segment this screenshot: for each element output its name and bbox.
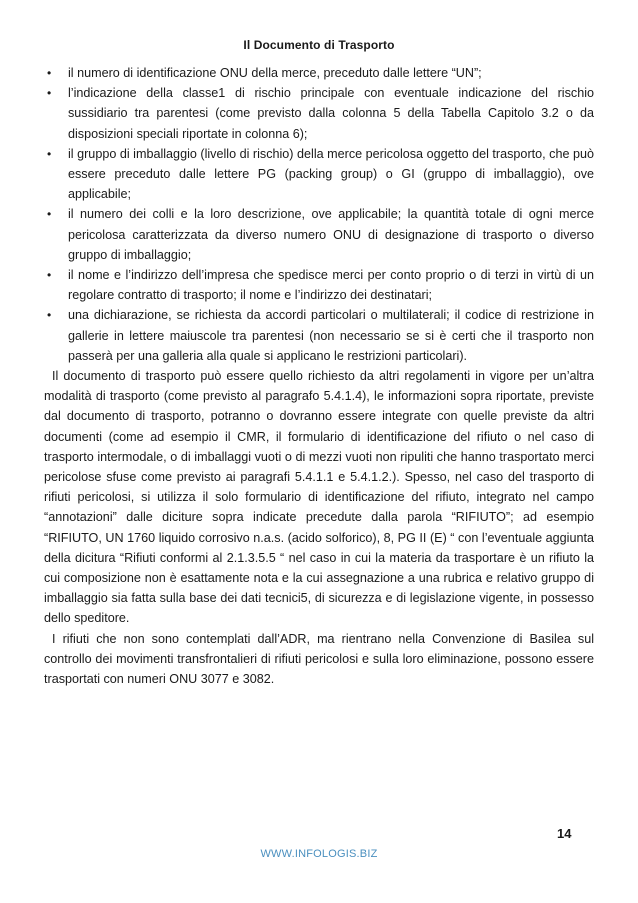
bullet-icon: • [47,66,52,80]
bullet-icon: • [47,86,52,101]
paragraph-basel-convention: I rifiuti che non sono contemplati dall’ADR, ma rientrano nella Convenzione di Basilea sul controllo dei movimenti transfrontalieri di rifiuti pericolosi e sulla loro eliminazione, possono essere trasportati con numeri ONU 3077 e 3082. [44,631,594,687]
bullet-list [44,63,594,366]
list-item [44,144,594,205]
bullet-icon: • [47,207,52,222]
list-item-text: una dichiarazione, se richiesta da accordi particolari o multilaterali; il codice di restrizione in gallerie in lettere maiuscole tra parentesi (non necessario se si è certi che il trasporto non passerà per una galleria alla quale si applicano le restrizioni particolari). [68,308,594,363]
list-item-text: l’indicazione della classe1 di rischio principale con eventuale indicazione del rischio sussidiario tra parentesi (come previsto dalla colonna 5 della Tabella Capitolo 3.2 o da disposizioni speciali riportate in colonna 6); [68,86,594,141]
list-item [44,63,594,83]
list-item-text: il gruppo di imballaggio (livello di rischio) della merce pericolosa oggetto del trasporto, che può essere preceduto dalle lettere PG (packing group) o GI (gruppo di imballaggio), ove applicabile; [68,146,594,202]
footer-website-link[interactable]: WWW.INFOLOGIS.BIZ [260,848,378,860]
running-header: Il Documento di Trasporto [243,38,395,52]
body-content [44,63,594,689]
list-item [44,305,594,366]
list-item-text: il numero di identificazione ONU della merce, preceduto dalle lettere “UN”; [68,66,482,80]
bullet-icon: • [47,146,52,161]
bullet-icon: • [47,268,52,283]
paragraph-transport-document: Il documento di trasporto può essere quello richiesto da altri regolamenti in vigore per un’altra modalità di trasporto (come previsto al paragrafo 5.4.1.4), le informazioni sopra riportate, previste dal documento di trasporto, potranno o dovranno essere integrate con quelle previste da altri documenti (come ad esempio il CMR, il formulario di identificazione del rifiuto o nel caso di trasporto intermodale, o di imballaggi vuoti o di mezzi vuoti non ripuliti che hanno trasportato merci pericolose sfuse come previsto ai paragrafi 5.4.1.1 e 5.4.1.2.). Spesso, nel caso del trasporto di rifiuti pericolosi, si utilizza il solo formulario di identificazione del rifiuto, integrato nel campo “annotazioni” dalle diciture sopra indicate precedute dalla parola “RIFIUTO”; ad esempio “RIFIUTO, UN 1760 liquido corrosivo n.a.s. (acido solforico), 8, PG II (E) “ con l’eventuale aggiunta della dicitura “Rifiuti conformi al 2.1.3.5.5 “ nel caso in cui la materia da trasportare è un rifiuto la cui composizione non è esattamente nota e la cui assegnazione a una rubrica e relativo gruppo di imballaggio sia fatta sulla base dei dati tecnici5, di sicurezza e di legislazione vigente, in possesso dello speditore. [44,369,594,626]
list-item-text: il nome e l’indirizzo dell’impresa che spedisce merci per conto proprio o di terzi in virtù di un regolare contratto di trasporto; il nome e l’indirizzo dei destinatari; [68,268,594,303]
list-item-text: il numero dei colli e la loro descrizione, ove applicabile; la quantità totale di ogni merce pericolosa caratterizzata da diverso numero ONU di designazione di trasporto o diverso gruppo di imballaggio; [68,207,594,262]
bullet-icon: • [47,308,52,323]
list-item [44,204,594,265]
list-item [44,83,594,144]
list-item [44,265,594,305]
page-number: 14 [557,826,572,841]
